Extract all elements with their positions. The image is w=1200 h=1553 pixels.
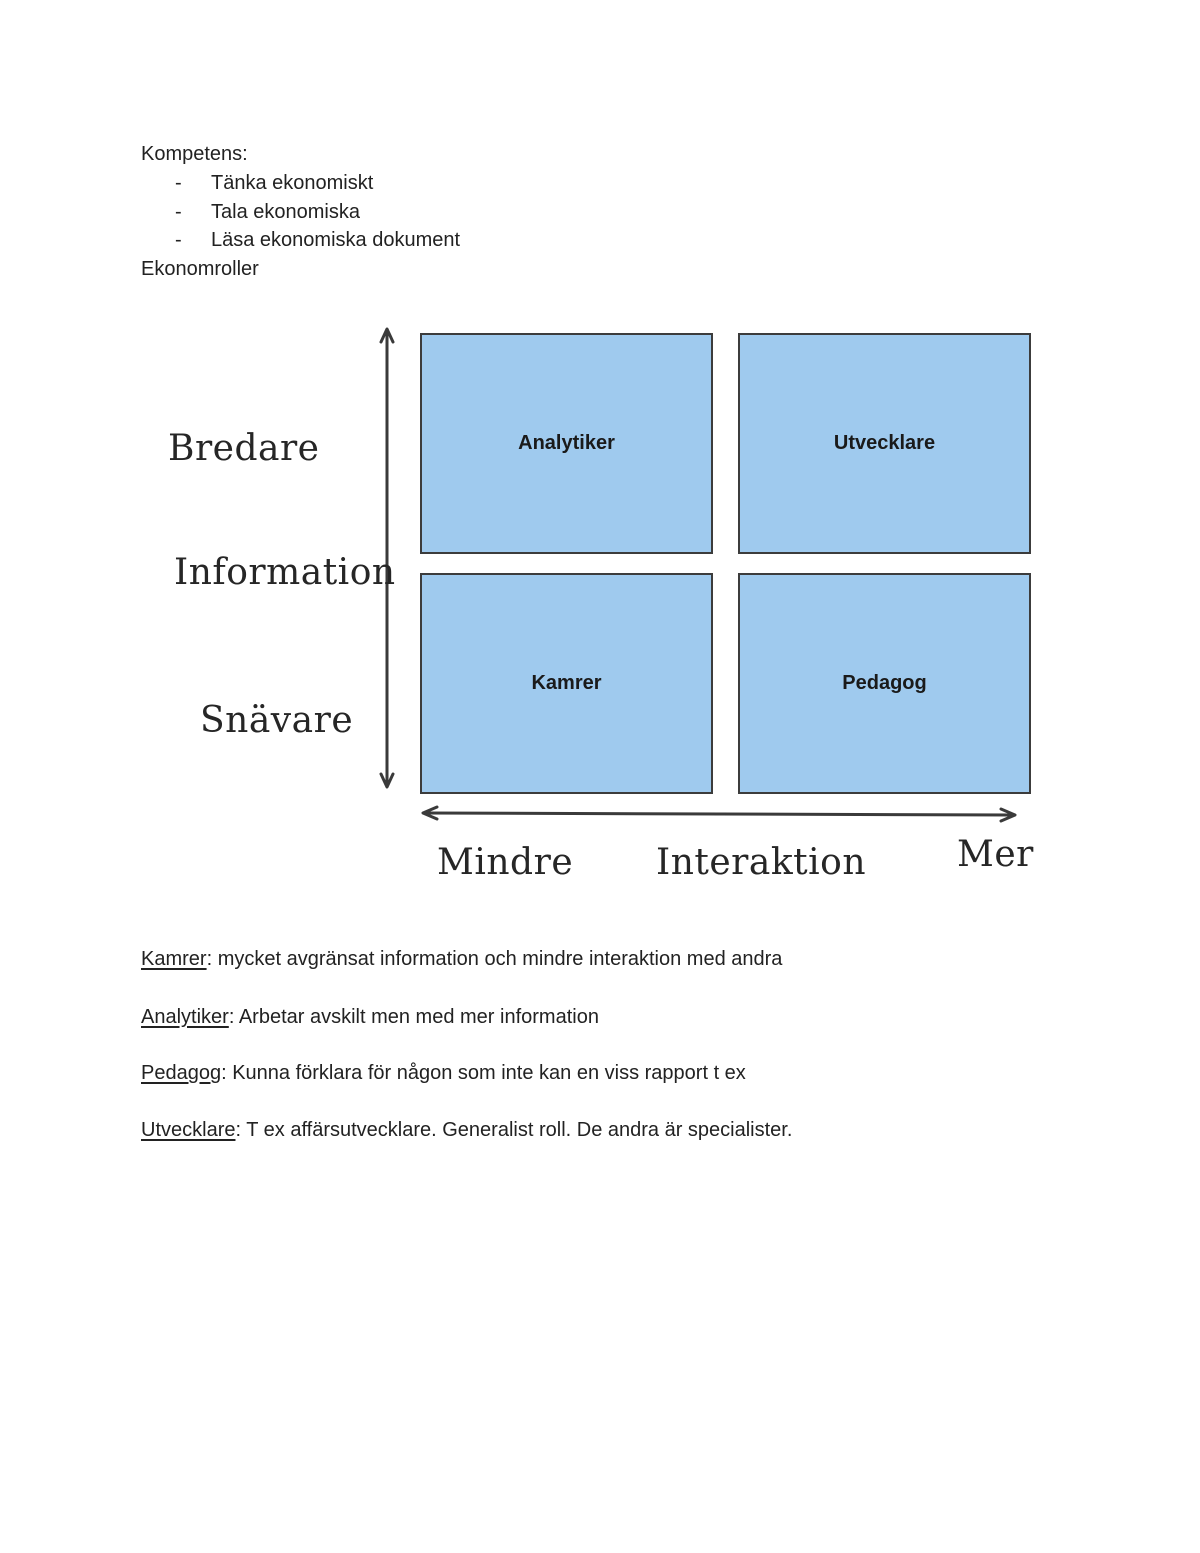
quadrant-label: Utvecklare [833,432,936,454]
definition-text: : mycket avgränsat information och mindre interaktion med andra [206,948,783,970]
definition-line [141,1118,792,1142]
bullet-marker: - [175,172,182,194]
y-label-top: Bredare [168,428,320,469]
y-label-middle: Information [174,552,396,593]
definition-term: Pedagog [141,1062,222,1084]
definition-line [141,1005,599,1029]
bullet-marker: - [175,229,182,251]
x-label-middle: Interaktion [656,842,867,883]
quadrant-label: Analytiker [518,432,615,454]
definition-text: : Arbetar avskilt men med mer information [228,1006,599,1028]
quadrant-bottom-left [420,573,713,794]
definition-term: Utvecklare [141,1119,236,1141]
x-label-left: Mindre [437,842,574,883]
quadrant-top-right [738,333,1031,554]
quadrant-top-left [420,333,713,554]
subheading: Ekonomroller [141,258,259,280]
bullet-item: Tänka ekonomiskt [211,172,374,194]
definition-line [141,1061,746,1085]
x-label-right: Mer [957,834,1034,875]
horizontal-axis-line [425,813,1013,815]
bullet-marker: - [175,201,182,223]
quadrant-label: Kamrer [531,672,602,694]
definition-term: Kamrer [141,948,207,970]
definition-text: : T ex affärsutvecklare. Generalist roll. De andra är specialister. [235,1119,793,1141]
quadrant-label: Pedagog [842,672,927,694]
section-heading: Kompetens: [141,143,248,165]
bullet-item: Tala ekonomiska [211,201,360,223]
definition-line [141,947,782,971]
y-label-bottom: Snävare [200,700,354,741]
bullet-item: Läsa ekonomiska dokument [211,229,461,251]
quadrant-bottom-right [738,573,1031,794]
definition-text: : Kunna förklara för någon som inte kan en viss rapport t ex [221,1062,746,1084]
definition-term: Analytiker [141,1006,229,1028]
